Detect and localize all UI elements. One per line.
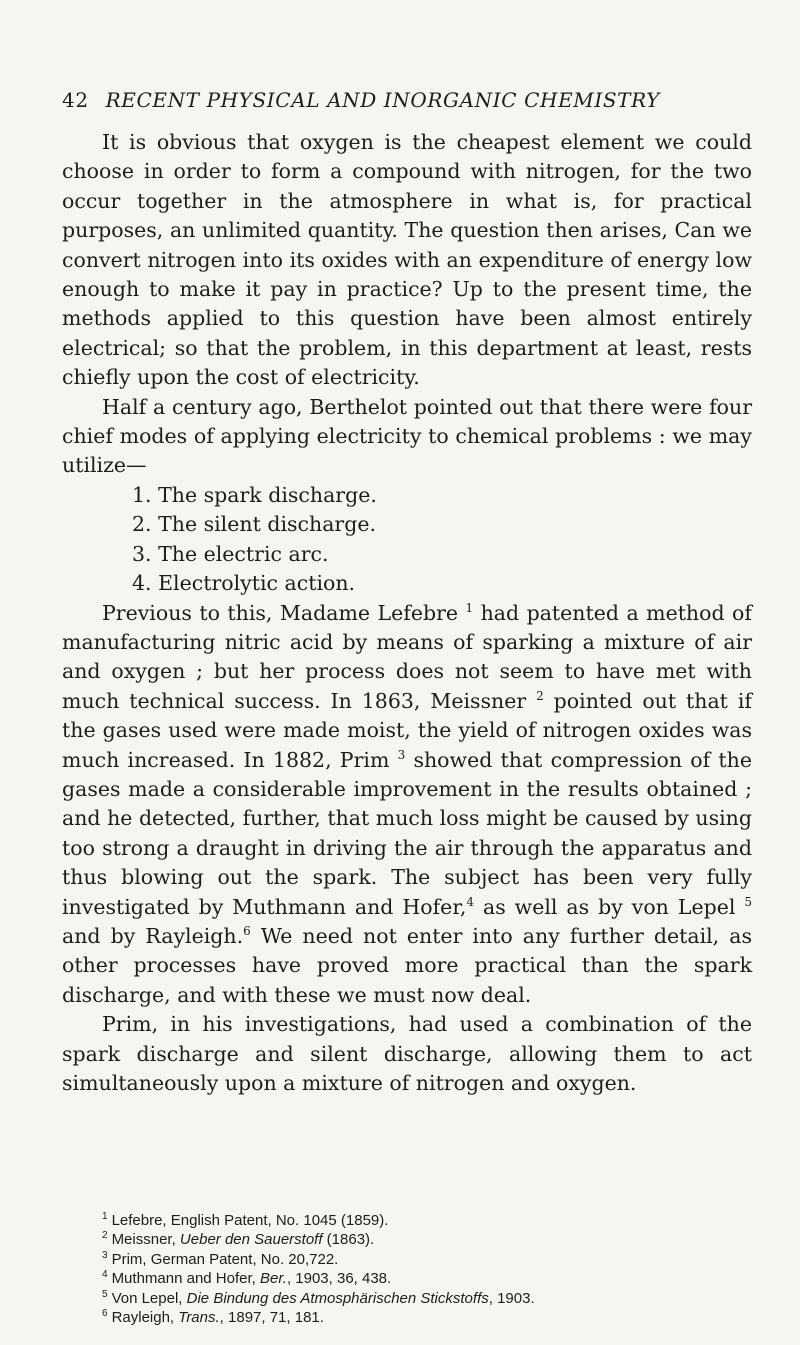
list-item: 2. The silent discharge. — [132, 512, 376, 537]
text-run: as well as by von Lepel — [474, 894, 736, 919]
footnote-text: Rayleigh, — [111, 1309, 179, 1327]
footnote-mark: 5 — [102, 1288, 108, 1300]
footnote — [102, 1211, 752, 1230]
footnote-text: , 1903. — [488, 1289, 535, 1307]
footnote-ref: 4 — [466, 894, 475, 909]
text-run: We need not enter into any further detail, as other processes have proved more practical than the spark discharge, and with these we must now deal. — [62, 923, 752, 1007]
footnote-text: , 1903, 36, 438. — [286, 1270, 392, 1288]
footnote-text: Von Lepel, — [111, 1289, 187, 1307]
footnote-text: (1863). — [322, 1231, 375, 1249]
footnote-italic: Ueber den Sauerstoff — [179, 1231, 323, 1249]
footnote-ref: 6 — [243, 924, 251, 939]
page-number: 42 — [62, 88, 89, 112]
electricity-modes-list — [62, 481, 752, 599]
list-item: 4. Electrolytic action. — [132, 571, 356, 596]
footnote-ref: 3 — [397, 747, 406, 762]
footnote — [102, 1230, 752, 1249]
footnote-mark: 4 — [102, 1269, 108, 1281]
footnote-ref: 5 — [744, 894, 752, 909]
running-header — [62, 88, 752, 112]
footnote — [102, 1269, 752, 1288]
footnote-text: Muthmann and Hofer, — [111, 1270, 260, 1288]
footnote — [102, 1308, 752, 1327]
paragraph-prim: Prim, in his investigations, had used a combination of the spark discharge and silent discharge, allowing them to act simultaneously upon a mixture of nitrogen and oxygen. — [62, 1012, 752, 1095]
paragraph-berthelot: Half a century ago, Berthelot pointed out that there were four chief modes of applying electricity to chemical problems : we may utilize— — [62, 394, 752, 478]
footnote-text: Lefebre, English Patent, No. 1045 (1859). — [111, 1212, 389, 1229]
paragraph-oxygen-nitrogen: It is obvious that oxygen is the cheapest element we could choose in order to form a compound with nitrogen, for the two occur together in the atmosphere in what is, for practical purposes, an unlimited quantity. The question then arises, Can we convert nitrogen into its oxides with an expenditure of energy low enough to make it pay in practice? Up to the present time, the methods applied to this question have been almost entirely electrical; so that the problem, in this department at least, rests chiefly upon the cost of electricity. — [62, 130, 752, 390]
text-run: Previous to this, Madame Lefebre — [102, 600, 459, 625]
footnote-text: , 1897, 71, 181. — [219, 1309, 324, 1327]
footnote-mark: 2 — [102, 1230, 108, 1242]
footnote-mark: 3 — [102, 1249, 108, 1261]
footnote-italic: Trans. — [178, 1309, 220, 1327]
text-run: had patented a method of manufacturing nitric acid by means of sparking a mixture of air and oxygen ; but her process does not seem to have met with much technical success. In 1863, Meissner — [62, 600, 752, 713]
running-title: RECENT PHYSICAL AND INORGANIC CHEMISTRY — [105, 88, 660, 112]
footnote-mark: 6 — [102, 1308, 108, 1320]
footnote-italic: Die Bindung des Atmosphärischen Stickstoffs — [186, 1289, 489, 1307]
text-run: pointed out that if the gases used were made moist, the yield of nitrogen oxides was much increased. In 1882, Prim — [62, 688, 752, 772]
footnote-text: Prim, German Patent, No. 20,722. — [111, 1250, 339, 1268]
footnote-italic: Ber. — [259, 1270, 287, 1288]
text-run: and by Rayleigh. — [62, 923, 244, 948]
footnote — [102, 1250, 752, 1269]
list-item: 3. The electric arc. — [132, 541, 329, 566]
text-run: showed that compression of the gases made a considerable improvement in the results obtained ; and he detected, further, that much loss might be caused by using too strong a draught in driving the air through the apparatus and thus blowing out the spark. The subject has been very fully investigated by Muthmann and Hofer, — [62, 747, 752, 919]
main-text — [62, 128, 752, 1098]
list-item: 1. The spark discharge. — [132, 482, 377, 507]
footnote-mark: 1 — [102, 1211, 108, 1222]
footnote — [102, 1289, 752, 1308]
footnotes — [102, 1211, 752, 1327]
paragraph-history — [62, 599, 752, 1011]
footnote-ref: 1 — [465, 600, 474, 615]
footnote-ref: 2 — [536, 688, 544, 703]
footnote-text: Meissner, — [111, 1231, 180, 1249]
